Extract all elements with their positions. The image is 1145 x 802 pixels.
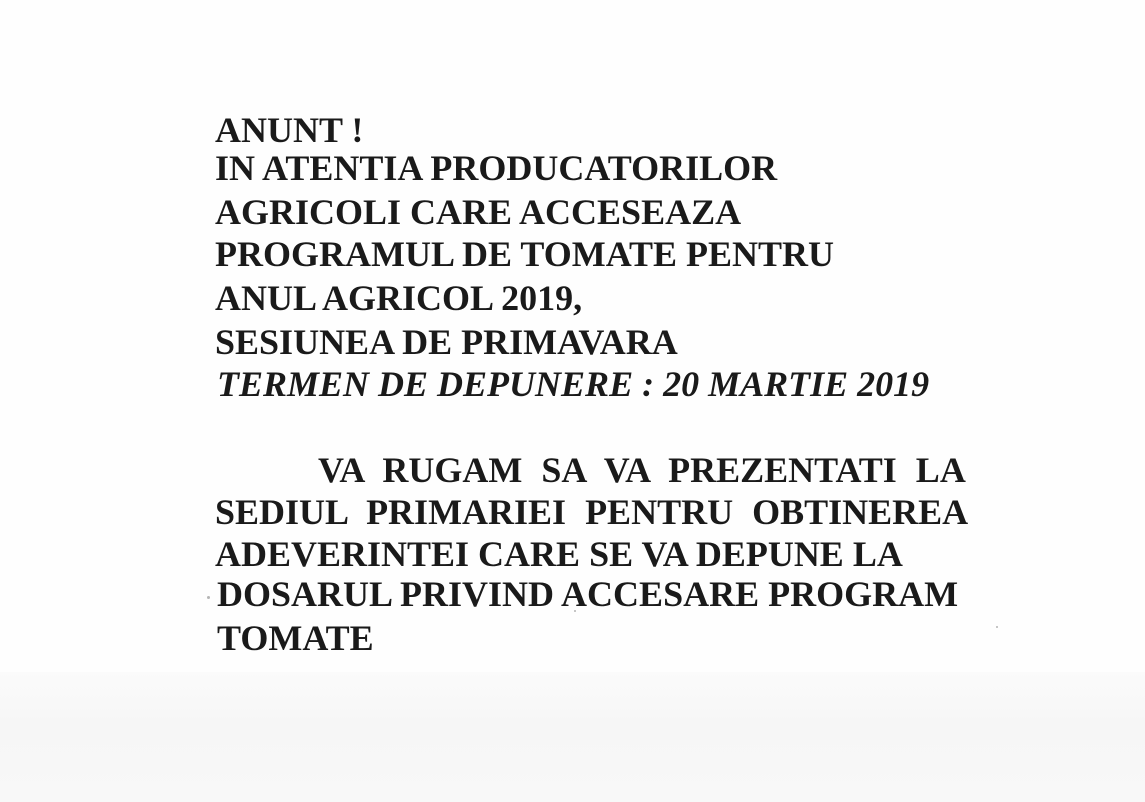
body-line: VA RUGAM SA VA PREZENTATI LA <box>318 450 966 490</box>
body-line: DOSARUL PRIVIND ACCESARE PROGRAM <box>217 574 959 614</box>
heading-line: AGRICOLI CARE ACCESEAZA <box>215 192 742 232</box>
body-line: SEDIUL PRIMARIEI PENTRU OBTINEREA <box>215 492 969 532</box>
announcement-title: ANUNT ! <box>215 110 364 150</box>
body-line: TOMATE <box>217 618 374 658</box>
heading-line: SESIUNEA DE PRIMAVARA <box>215 322 678 362</box>
heading-line: IN ATENTIA PRODUCATORILOR <box>215 148 778 188</box>
heading-line: ANUL AGRICOL 2019, <box>215 278 583 318</box>
deadline-line: TERMEN DE DEPUNERE : 20 MARTIE 2019 <box>217 364 930 404</box>
heading-line: PROGRAMUL DE TOMATE PENTRU <box>215 234 835 274</box>
body-line: ADEVERINTEI CARE SE VA DEPUNE LA <box>215 534 903 574</box>
